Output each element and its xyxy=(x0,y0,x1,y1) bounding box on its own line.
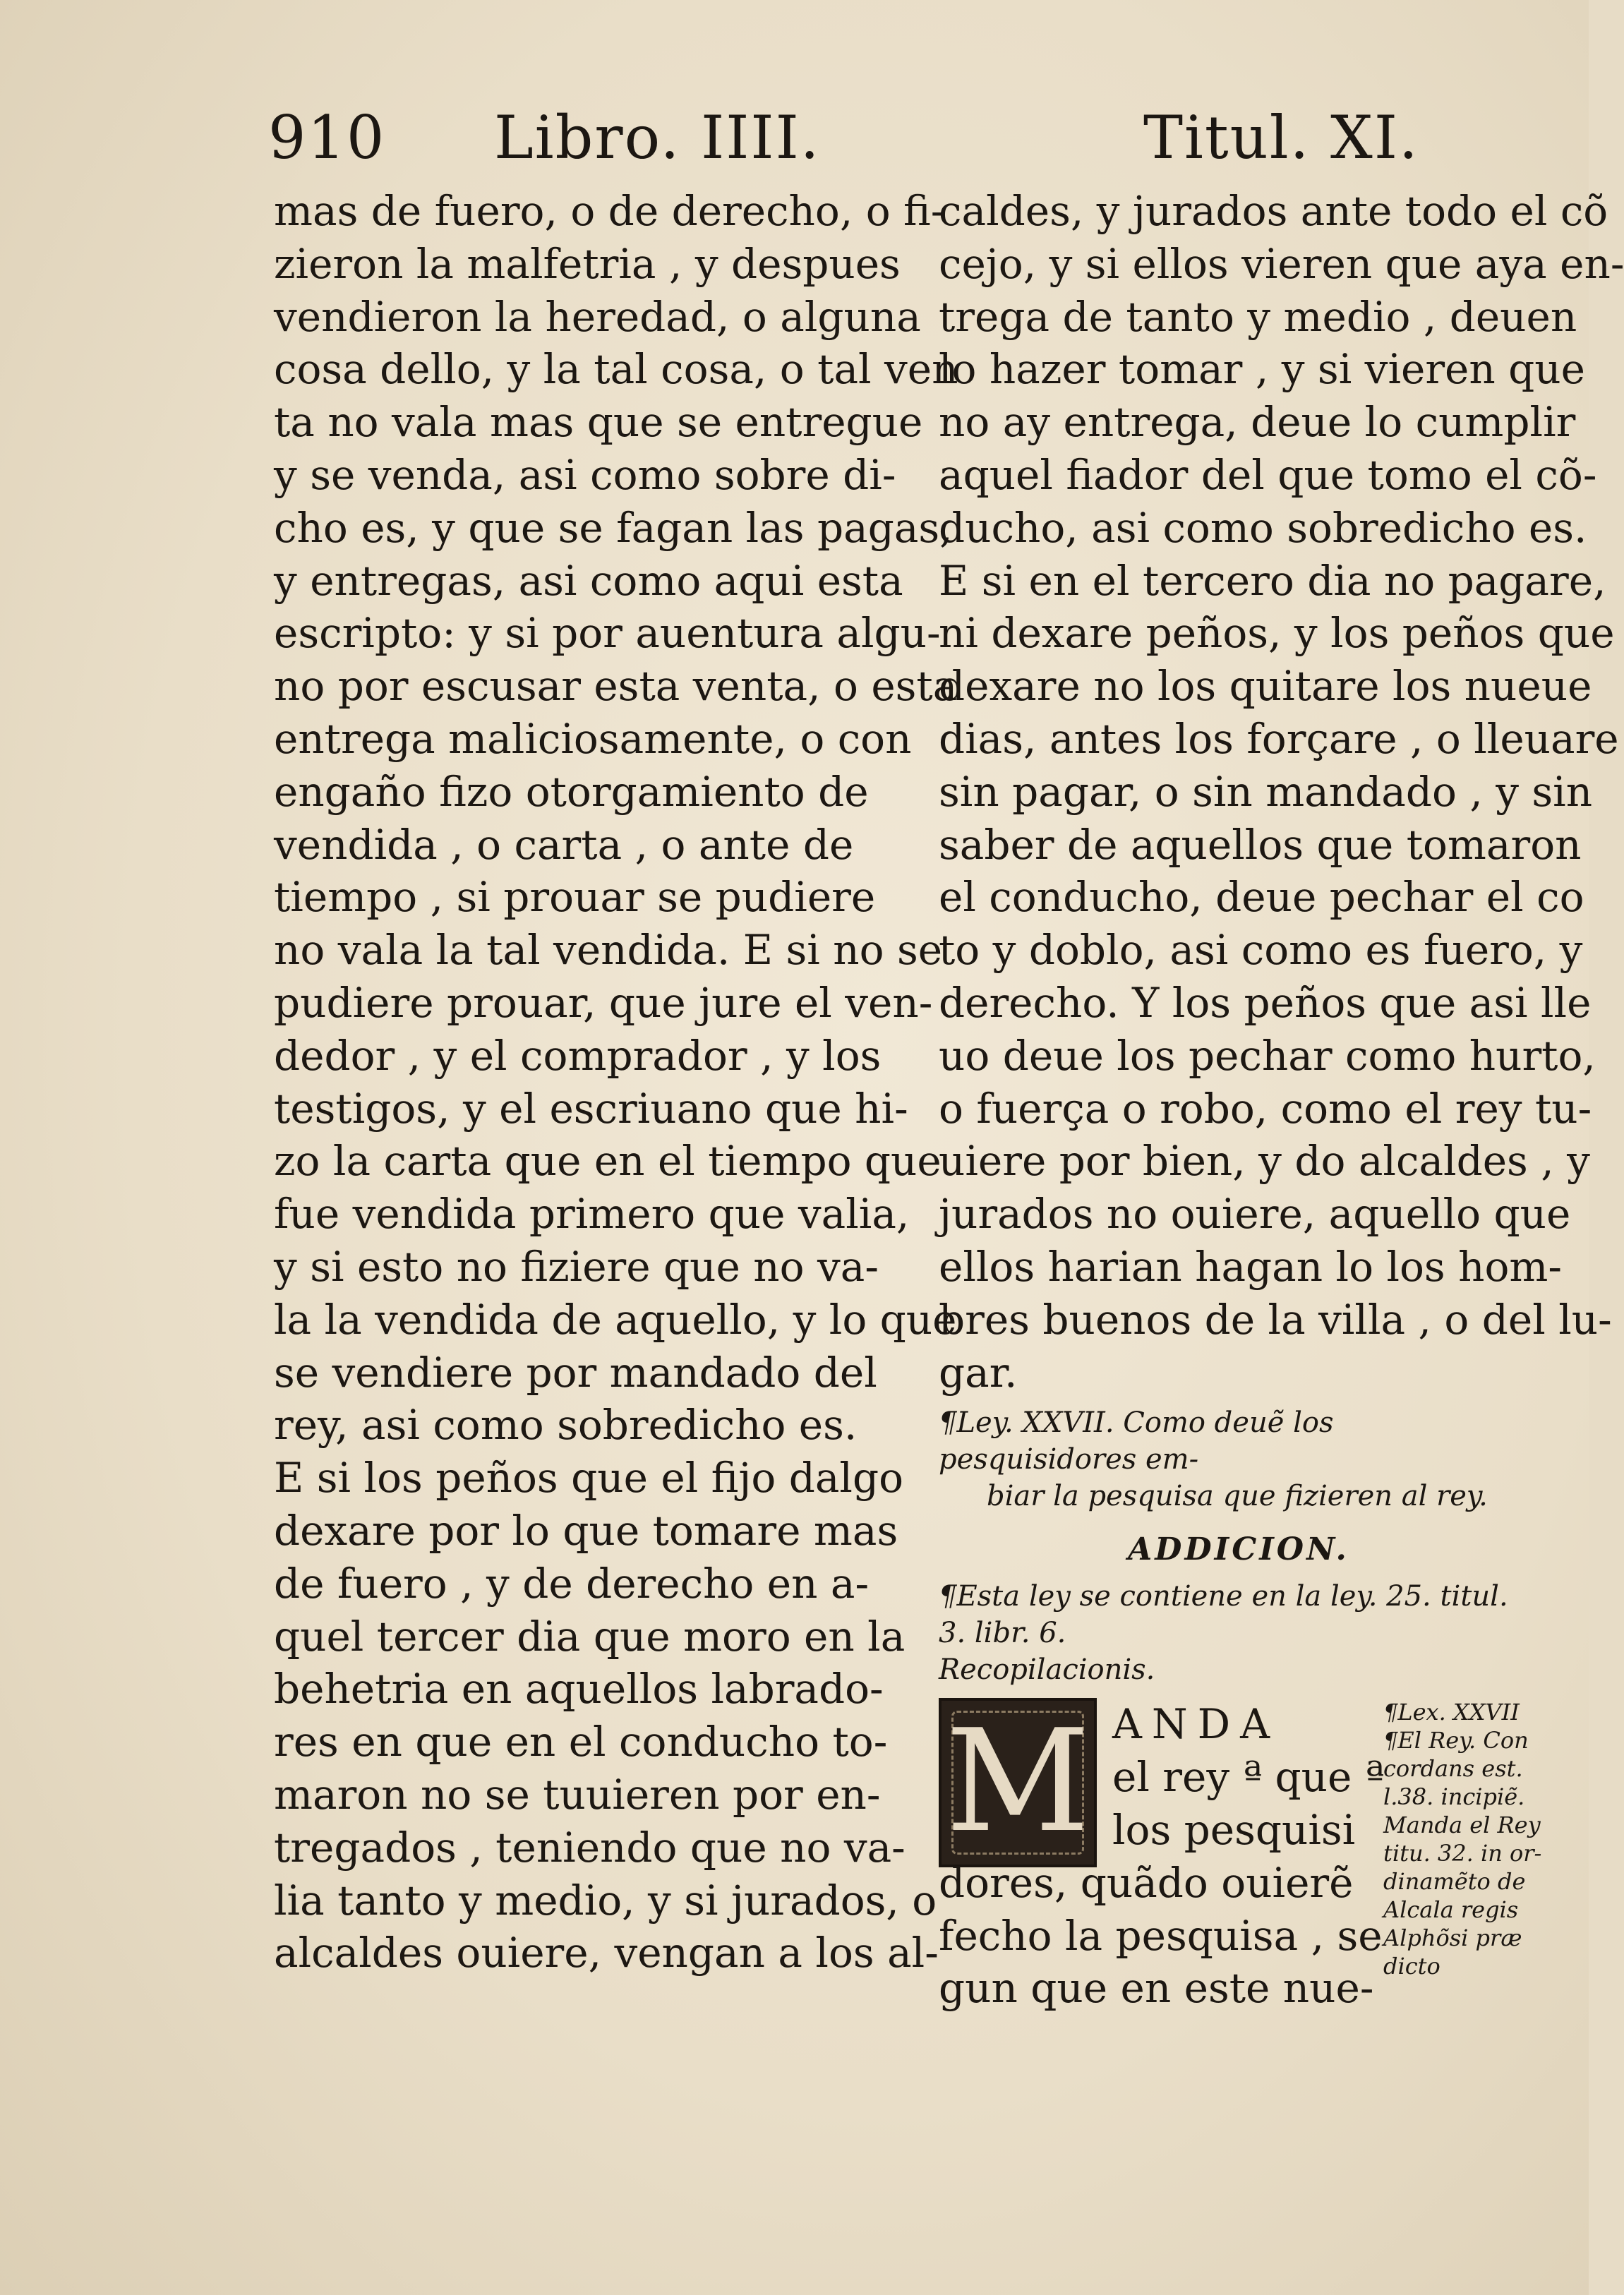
margin-note-line: l.38. incipiẽ. xyxy=(1383,1783,1525,1811)
text-line: res en que en el conducho to- xyxy=(274,1718,888,1766)
addition-text xyxy=(939,1578,1539,1688)
text-line: derecho. Y los peños que asi lle xyxy=(939,978,1592,1027)
text-line: dias, antes los forçare , o lleuare xyxy=(939,714,1619,763)
text-line: maron no se tuuieren por en- xyxy=(274,1770,881,1819)
folio-number: 910 xyxy=(268,103,386,172)
text-line: dedor , y el comprador , y los xyxy=(274,1031,882,1080)
text-line: dexare no los quitare los nueue xyxy=(939,662,1592,711)
margin-note-line: Alcala regis xyxy=(1383,1896,1519,1924)
right-column xyxy=(939,185,1624,2093)
text-line: ellos harian hagan lo los hom- xyxy=(939,1242,1562,1291)
text-line: pudiere prouar, que jure el ven- xyxy=(274,978,933,1027)
text-line: ta no vala mas que se entregue xyxy=(274,398,923,447)
text-line: testigos, y el escriuano que hi- xyxy=(274,1084,908,1133)
text-line: rey, asi como sobredicho es. xyxy=(274,1401,858,1450)
margin-note-line: ¶Lex. XXVII xyxy=(1383,1699,1520,1726)
text-line: mas de fuero, o de derecho, o fi- xyxy=(274,187,945,235)
addition-line: Recopilacionis. xyxy=(939,1654,1155,1687)
addition-heading: ADDICION. xyxy=(1128,1531,1349,1568)
margin-note-line: ¶El Rey. Con xyxy=(1383,1727,1529,1754)
text-line: vendida , o carta , o ante de xyxy=(274,820,854,869)
text-line: no vala la tal vendida. E si no se xyxy=(274,926,943,975)
law-body-line: gun que en este nue- xyxy=(939,1964,1374,2013)
text-line: cejo, y si ellos vieren que aya en- xyxy=(939,239,1624,288)
text-line: sin pagar, o sin mandado , y sin xyxy=(939,767,1593,816)
text-line: y entregas, asi como aqui esta xyxy=(274,556,903,605)
text-line: tregados , teniendo que no va- xyxy=(274,1823,906,1872)
text-line: saber de aquellos que tomaron xyxy=(939,820,1582,869)
left-column xyxy=(274,185,958,1980)
text-line: de fuero , y de derecho en a- xyxy=(274,1559,870,1608)
law-rubric xyxy=(939,1404,1539,1514)
margin-note-line: cordans est. xyxy=(1383,1755,1523,1783)
text-line: cosa dello, y la tal cosa, o tal ven xyxy=(274,345,958,394)
text-line: alcaldes ouiere, vengan a los al- xyxy=(274,1929,939,1977)
text-line: aquel fiador del que tomo el cõ- xyxy=(939,450,1597,499)
initial-letter: M xyxy=(945,1699,1090,1865)
text-line: dexare por lo que tomare mas xyxy=(274,1506,898,1555)
text-line: trega de tanto y medio , deuen xyxy=(939,292,1577,341)
book-title: Libro. IIII. xyxy=(494,103,821,172)
text-line: lo hazer tomar , y si vieren que xyxy=(939,345,1585,394)
law-body-line: los pesquisi xyxy=(1112,1805,1356,1854)
law-body-line: fecho la pesquisa , se xyxy=(939,1911,1383,1960)
law-body-line: ANDA xyxy=(1112,1700,1280,1749)
text-line: to y doblo, asi como es fuero, y xyxy=(939,926,1583,975)
law-body-line: dores, quãdo ouierẽ xyxy=(939,1858,1354,1907)
text-line: lia tanto y medio, y si jurados, o xyxy=(274,1876,937,1924)
text-line: y se venda, asi como sobre di- xyxy=(274,450,896,499)
text-line: engaño fizo otorgamiento de xyxy=(274,767,869,816)
text-line: tiempo , si prouar se pudiere xyxy=(274,873,876,922)
text-line: behetria en aquellos labrado- xyxy=(274,1665,884,1713)
text-line: no por escusar esta venta, o esta xyxy=(274,662,958,711)
margin-note-line: Manda el Rey xyxy=(1383,1812,1541,1839)
text-line: ducho, asi como sobredicho es. xyxy=(939,503,1587,552)
law-body xyxy=(939,1698,1385,2015)
text-line: o fuerça o robo, como el rey tu- xyxy=(939,1084,1592,1133)
law-body-line: el rey ª que ª xyxy=(1112,1753,1385,1802)
text-line: bres buenos de la villa , o del lu- xyxy=(939,1295,1612,1344)
text-line: fue vendida primero que valia, xyxy=(274,1190,910,1239)
law-block xyxy=(939,1698,1542,2093)
law-rubric-line: ¶Ley. XXVII. Como deuẽ los pesquisidores em- xyxy=(939,1406,1334,1476)
text-line: escripto: y si por auentura algu- xyxy=(274,609,941,658)
text-line: quel tercer dia que moro en la xyxy=(274,1612,906,1661)
text-line: uo deue los pechar como hurto, xyxy=(939,1031,1596,1080)
margin-note-line: dicto xyxy=(1383,1953,1440,1980)
text-line: vendieron la heredad, o alguna xyxy=(274,292,921,341)
addition-line: ¶Esta ley se contiene en la ley. 25. titul. 3. libr. 6. xyxy=(939,1580,1508,1650)
text-line: se vendiere por mandado del xyxy=(274,1348,877,1397)
margin-note-line: titu. 32. in or- xyxy=(1383,1840,1542,1867)
margin-note-line: Alphõsi præ xyxy=(1383,1924,1522,1952)
text-line: E si en el tercero dia no pagare, xyxy=(939,556,1606,605)
title-number: Titul. XI. xyxy=(1143,103,1419,172)
text-line: uiere por bien, y do alcaldes , y xyxy=(939,1137,1590,1186)
text-line: cho es, y que se fagan las pagas, xyxy=(274,503,953,552)
margin-notes xyxy=(1383,1698,1546,1980)
text-line: zo la carta que en el tiempo que xyxy=(274,1137,942,1186)
text-line: la la vendida de aquello, y lo que xyxy=(274,1295,957,1344)
text-line: E si los peños que el fijo dalgo xyxy=(274,1454,904,1502)
text-line: zieron la malfetria , y despues xyxy=(274,239,901,288)
margin-note-line: dinamẽto de xyxy=(1383,1868,1526,1896)
text-line: entrega maliciosamente, o con xyxy=(274,714,912,763)
text-line: el conducho, deue pechar el co xyxy=(939,873,1584,922)
text-line: caldes, y jurados ante todo el cõ xyxy=(939,187,1608,235)
text-line: no ay entrega, deue lo cumplir xyxy=(939,398,1576,447)
text-line: y si esto no fiziere que no va- xyxy=(274,1242,879,1291)
law-rubric-line: biar la pesquisa que fizieren al rey. xyxy=(987,1480,1488,1513)
text-line: jurados no ouiere, aquello que xyxy=(939,1190,1571,1239)
running-header xyxy=(268,99,1426,176)
text-line: ni dexare peños, y los peños que xyxy=(939,609,1615,658)
text-line: gar. xyxy=(939,1348,1018,1397)
